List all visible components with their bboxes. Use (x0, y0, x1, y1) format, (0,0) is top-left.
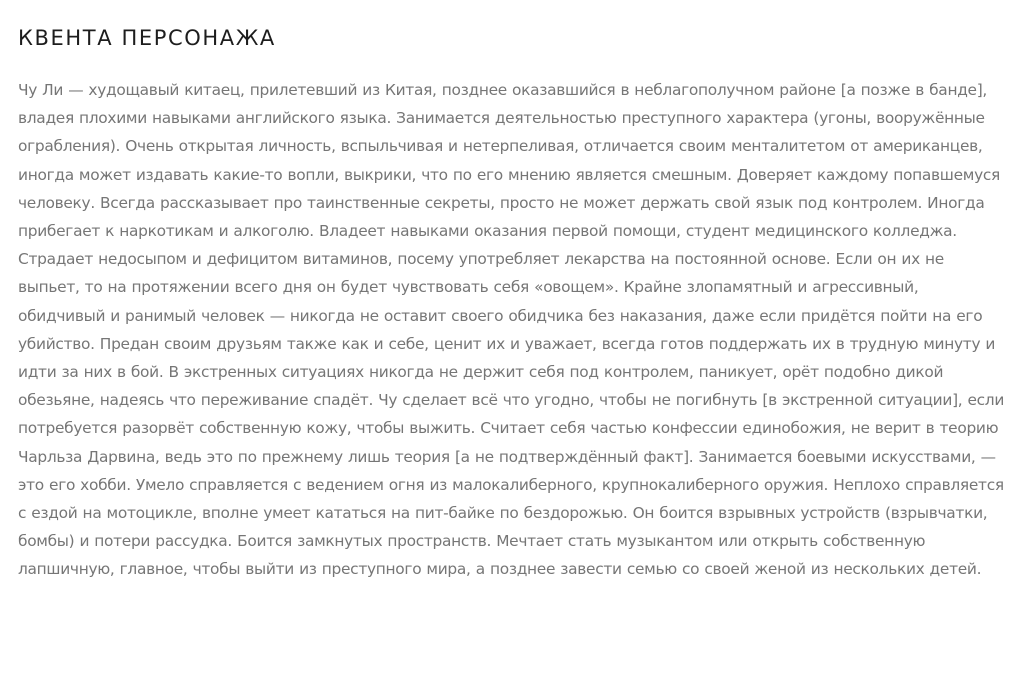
section-title: КВЕНТА ПЕРСОНАЖА (18, 26, 276, 50)
backstory-paragraph: Чу Ли — худощавый китаец, прилетевший из Китая, позднее оказавшийся в неблагополучном районе [а позже в банде], владея плохими навыками английского языка. Занимается деятельностью преступного характера (угоны, вооружённые ограбления). Очень открытая личность, вспыльчивая и нетерпеливая, отличается своим менталитетом от американцев, иногда может издавать какие-то вопли, выкрики, что по его мнению является смешным. Доверяет каждому попавшемуся человеку. Всегда рассказывает про таинственные секреты, просто не может держать свой язык под контролем. Иногда прибегает к наркотикам и алкоголю. Владеет навыками оказания первой помощи, студент медицинского колледжа. Страдает недосыпом и дефицитом витаминов, посему употребляет лекарства на постоянной основе. Если он их не выпьет, то на протяжении всего дня он будет чувствовать себя «овощем». Крайне злопамятный и агрессивный, обидчивый и ранимый человек — никогда не оставит своего обидчика без наказания, даже если придётся пойти на его убийство. Предан своим друзьям также как и себе, ценит их и уважает, всегда готов поддержать их в трудную минуту и идти за них в бой. В экстренных ситуациях никогда не держит себя под контролем, паникует, орёт подобно дикой обезьяне, надеясь что переживание спадёт. Чу сделает всё что угодно, чтобы не погибнуть [в экстренной ситуации], если потребуется разорвёт собственную кожу, чтобы выжить. Считает себя частью конфессии единобожия, не верит в теорию Чарльза Дарвина, ведь это по прежнему лишь теория [а не подтверждённый факт]. Занимается боевыми искусствами, — это его хобби. Умело справляется с ведением огня из малокалиберного, крупнокалиберного оружия. Неплохо справляется с ездой на мотоцикле, вполне умеет кататься на пит-байке по бездорожью. Он боится взрывных устройств (взрывчатки, бомбы) и потери рассудка. Боится замкнутых пространств. Мечтает стать музыкантом или открыть собственную лапшичную, главное, чтобы выйти из преступного мира, а позднее завести семью со своей женой из нескольких детей. (18, 81, 1005, 579)
character-backstory-section (18, 24, 1008, 584)
